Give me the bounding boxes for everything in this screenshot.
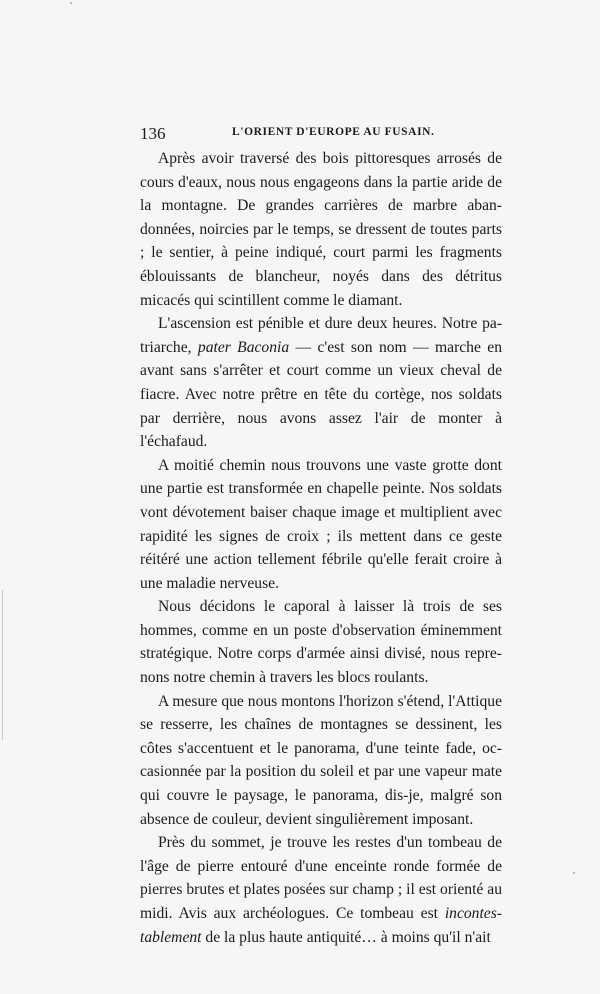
paragraph-text: Après avoir traversé des bois pittoresques arrosés de cours d'eaux, nous nous engageons dans la partie aride de la montagne. De grandes carrières de marbre abandonnées, noircies par le temps, se dressent de toutes parts ; le sentier, à peine indiqué, court parmi les fragments éblouissants de blancheur, noyés dans des détritus micacés qui scintillent comme le diamant.	[140, 150, 502, 309]
page-number: 136	[140, 124, 166, 143]
running-title: L'ORIENT D'EUROPE AU FUSAIN.	[232, 126, 435, 138]
paragraph-text: Près du sommet, je trouve les restes d'un tombeau de l'âge de pierre entouré d'une enceinte ronde formée de pierres brutes et plates posées sur champ ; il est orienté au midi. Avis aux archéologues. Ce tombeau est	[140, 834, 502, 922]
paragraph-text: A mesure que nous montons l'horizon s'étend, l'Attique se resserre, les chaînes de montagnes se dessinent, les côtes s'accentuent et le panorama, d'une teinte fade, occasionnée par la position du soleil et par une vapeur mate qui couvre le paysage, le panorama, dis-je, malgré son absence de couleur, devient singulièrement imposant.	[140, 692, 502, 828]
italic-name: pater Baconia	[197, 338, 290, 356]
paragraph-text: — c'est son nom — marche en avant sans s'arrêter et court comme un vieux cheval de fiacre. Avec notre prêtre en tête du cortège, nos soldats par derrière, nous avons assez l'air de monter à l'échafaud.	[140, 338, 502, 451]
paragraph	[140, 831, 502, 949]
paper-speck	[70, 2, 72, 4]
paragraph	[140, 690, 502, 832]
paragraph	[140, 312, 502, 454]
running-head	[140, 124, 502, 146]
paragraph	[140, 147, 502, 312]
paragraph-text: de la plus haute antiquité… à moins qu'il n'ait	[201, 928, 491, 946]
paragraph-text: Nous décidons le caporal à laisser là trois de ses hommes, comme en un poste d'observation éminemment stratégique. Notre corps d'armée ainsi divisé, nous reprenons notre chemin à travers les blocs roulants.	[140, 598, 502, 687]
paragraph-text: L'ascension est pénible et dure deux heures. Notre patriarche,	[140, 315, 502, 356]
body-text	[140, 147, 502, 949]
margin-rule	[2, 590, 3, 740]
paper-speck	[573, 872, 575, 874]
italic-word: incontestablement	[140, 905, 502, 946]
paragraph	[140, 454, 502, 596]
paragraph	[140, 595, 502, 689]
paragraph-text: A moitié chemin nous trouvons une vaste grotte dont une partie est transformée en chapelle peinte. Nos soldats vont dévotement baiser chaque image et multiplient avec rapidité les signes de croix ; ils mettent dans ce geste réitéré une action tellement fébrile qu'elle ferait croire à une maladie nerveuse.	[140, 456, 502, 592]
